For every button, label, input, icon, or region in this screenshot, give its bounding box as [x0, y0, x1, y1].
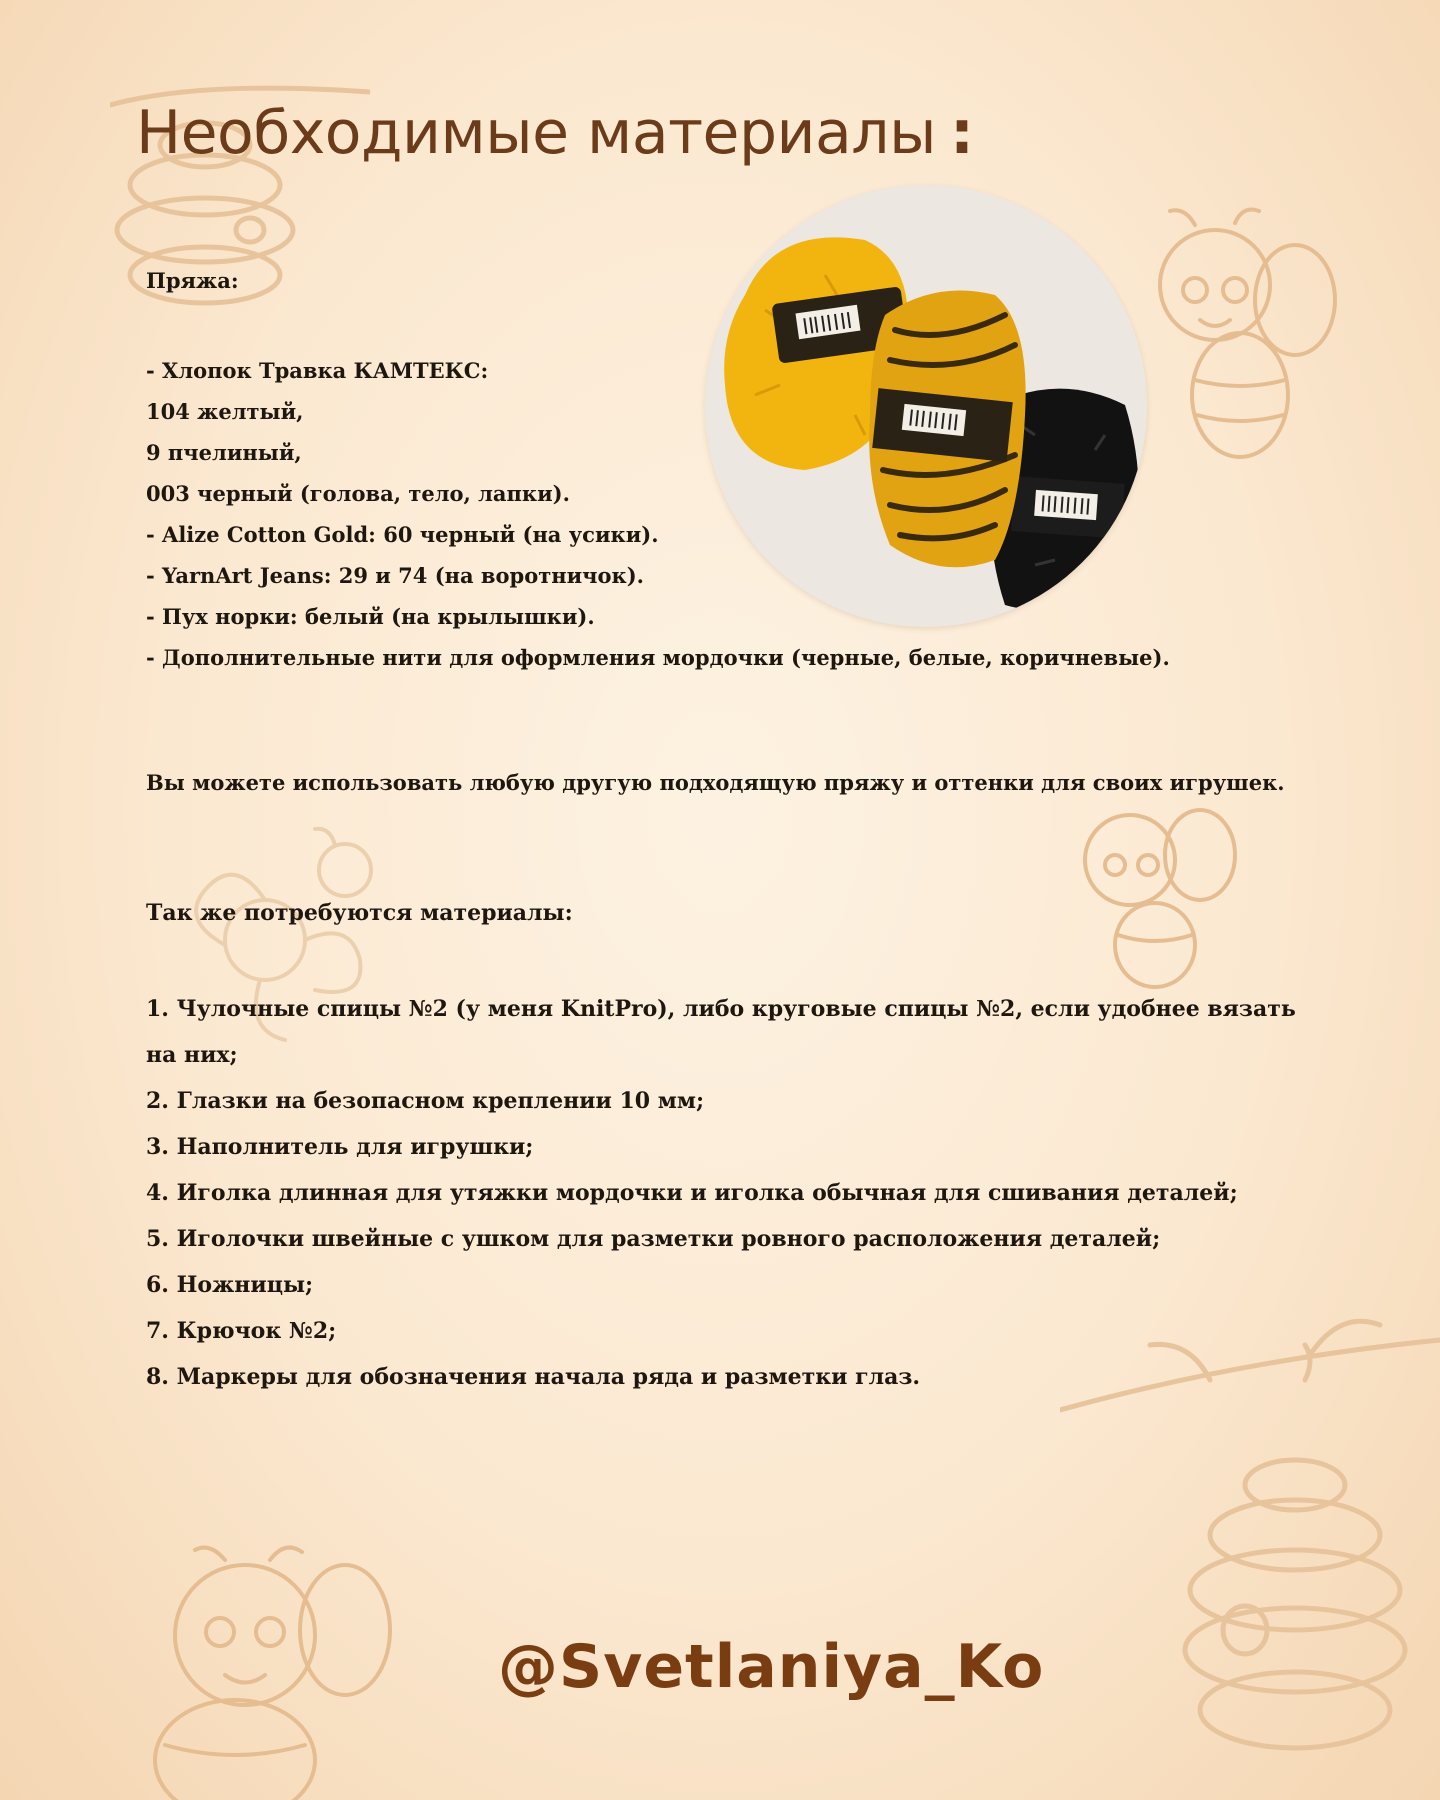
- yarn-line: 003 черный (голова, тело, лапки).: [146, 481, 570, 506]
- list-item: 4. Иголка длинная для утяжки мордочки и иголка обычная для сшивания деталей;: [146, 1180, 1238, 1206]
- yarn-line: 9 пчелиный,: [146, 440, 302, 465]
- yarn-line: 104 желтый,: [146, 399, 304, 424]
- page-title-colon: :: [950, 98, 974, 168]
- yarn-line: - Alize Cotton Gold: 60 черный (на усики).: [146, 522, 659, 547]
- bee-sketch-bottom-left-icon: [105, 1540, 405, 1800]
- list-item: 2. Глазки на безопасном креплении 10 мм;: [146, 1088, 705, 1114]
- yarn-skeins-illustration: [705, 185, 1147, 627]
- page-title-text: Необходимые материалы: [136, 98, 937, 168]
- extra-materials-list: [146, 986, 1326, 1400]
- yarn-line: - Дополнительные нити для оформления мордочки (черные, белые, коричневые).: [146, 645, 1170, 670]
- yarn-line: - YarnArt Jeans: 29 и 74 (на воротничок).: [146, 563, 644, 588]
- list-item: 5. Иголочки швейные с ушком для разметки ровного расположения деталей;: [146, 1226, 1161, 1252]
- yarn-note: Вы можете использовать любую другую подходящую пряжу и оттенки для своих игрушек.: [146, 770, 1285, 795]
- list-item: 6. Ножницы;: [146, 1272, 314, 1298]
- bee-sketch-middle-right-icon: [1060, 800, 1260, 990]
- list-item: 3. Наполнитель для игрушки;: [146, 1134, 534, 1160]
- extra-materials-heading: Так же потребуются материалы:: [146, 900, 573, 926]
- list-item: 7. Крючок №2;: [146, 1318, 337, 1344]
- author-signature: @Svetlaniya_Ko: [498, 1632, 1045, 1702]
- yarn-line: - Пух норки: белый (на крылышки).: [146, 604, 595, 629]
- yarn-heading: Пряжа:: [146, 268, 239, 293]
- yarn-line: - Хлопок Травка КАМТЕКС:: [146, 358, 489, 383]
- yarn-skeins-photo-icon: [705, 185, 1147, 627]
- list-item: 1. Чулочные спицы №2 (у меня KnitPro), либо круговые спицы №2, если удобнее вязать на них;: [146, 996, 1296, 1068]
- list-item: 8. Маркеры для обозначения начала ряда и разметки глаз.: [146, 1364, 921, 1390]
- page-title: [136, 98, 974, 168]
